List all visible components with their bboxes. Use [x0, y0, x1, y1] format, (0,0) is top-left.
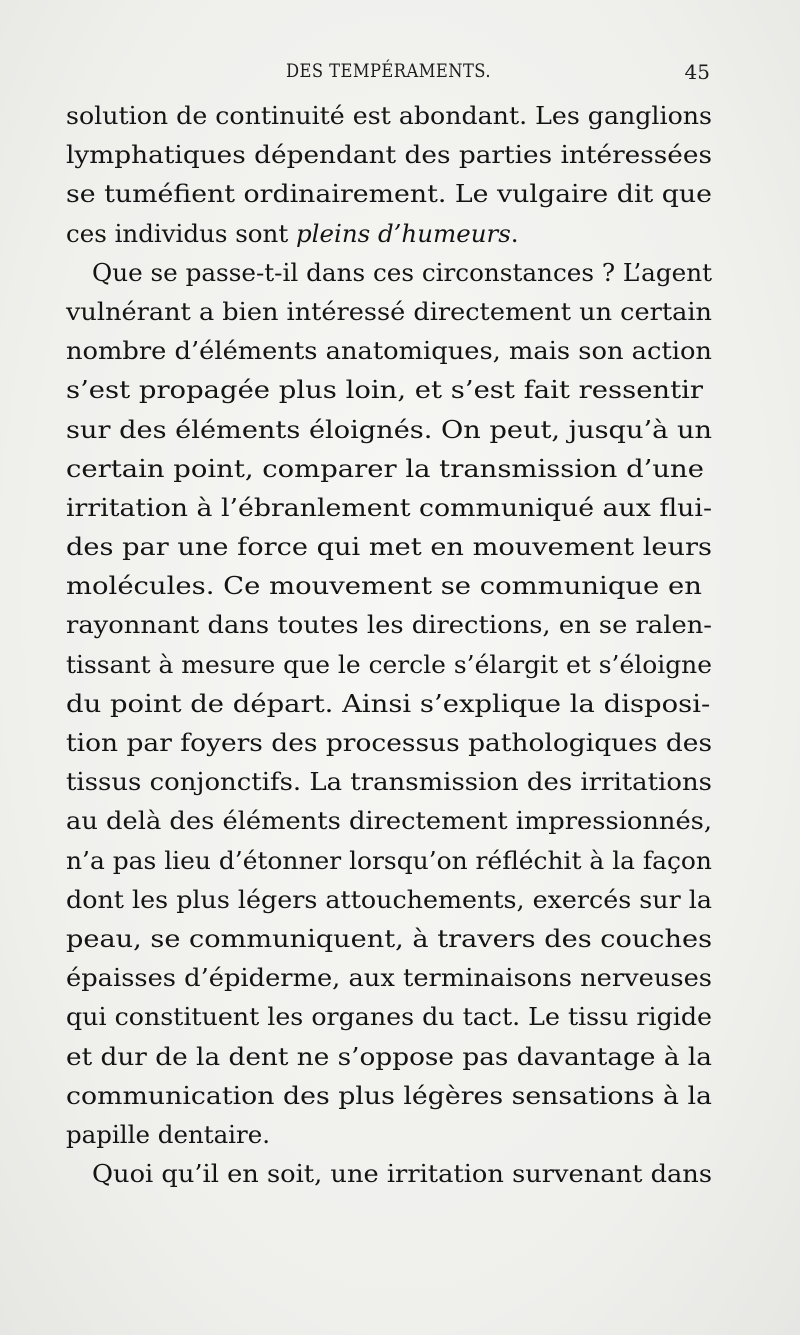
text-line: du point de départ. Ainsi s’explique la disposi-: [66, 688, 711, 718]
text-line: papille dentaire.: [66, 1119, 271, 1149]
body-text: [66, 96, 712, 1193]
text-line: sur des éléments éloignés. On peut, jusqu’à un: [66, 414, 712, 444]
text-line: communication des plus légères sensations à la: [66, 1080, 712, 1110]
text-line: se tuméfient ordinairement. Le vulgaire dit que: [66, 179, 712, 209]
page-number: 45: [684, 60, 710, 84]
text-line: n’a pas lieu d’étonner lorsqu’on réfléchit à la façon: [66, 845, 712, 875]
text-line: au delà des éléments directement impressionnés,: [66, 806, 713, 836]
text-line: ces individus sont pleins d’humeurs.: [66, 218, 519, 248]
text-line: Quoi qu’il en soit, une irritation survenant dans: [92, 1159, 712, 1189]
running-title: DES TEMPÉRAMENTS.: [286, 60, 491, 82]
text-line: Que se passe-t-il dans ces circonstances ? L’agent: [92, 257, 713, 287]
text-line: vulnérant a bien intéressé directement un certain: [66, 296, 712, 326]
text-line: et dur de la dent ne s’oppose pas davantage à la: [66, 1041, 712, 1071]
text-line: épaisses d’épiderme, aux terminaisons nerveuses: [66, 963, 712, 993]
text-line: s’est propagée plus loin, et s’est fait ressentir: [66, 375, 704, 405]
text-line: irritation à l’ébranlement communiqué aux flui-: [66, 492, 712, 522]
text-line: peau, se communiquent, à travers des couches: [66, 923, 713, 953]
text-line: tissant à mesure que le cercle s’élargit et s’éloigne: [66, 649, 713, 679]
text-line: certain point, comparer la transmission d’une: [66, 453, 704, 483]
text-line: nombre d’éléments anatomiques, mais son action: [66, 336, 712, 366]
text-line: solution de continuité est abondant. Les ganglions: [66, 101, 712, 130]
text-line: qui constituent les organes du tact. Le tissu rigide: [66, 1002, 712, 1032]
page-header: [66, 60, 712, 90]
italic-phrase: pleins d’humeurs: [295, 218, 511, 248]
text-line: des par une force qui met en mouvement leurs: [66, 532, 712, 562]
text-line: lymphatiques dépendant des parties intéressées: [66, 140, 712, 170]
text-line: rayonnant dans toutes les directions, en se ralen-: [66, 610, 713, 640]
text-line: tion par foyers des processus pathologiques des: [66, 728, 713, 757]
text-line: molécules. Ce mouvement se communique en: [66, 571, 702, 601]
text-line: dont les plus légers attouchements, exercés sur la: [66, 884, 713, 914]
text-line: tissus conjonctifs. La transmission des irritations: [66, 767, 712, 797]
